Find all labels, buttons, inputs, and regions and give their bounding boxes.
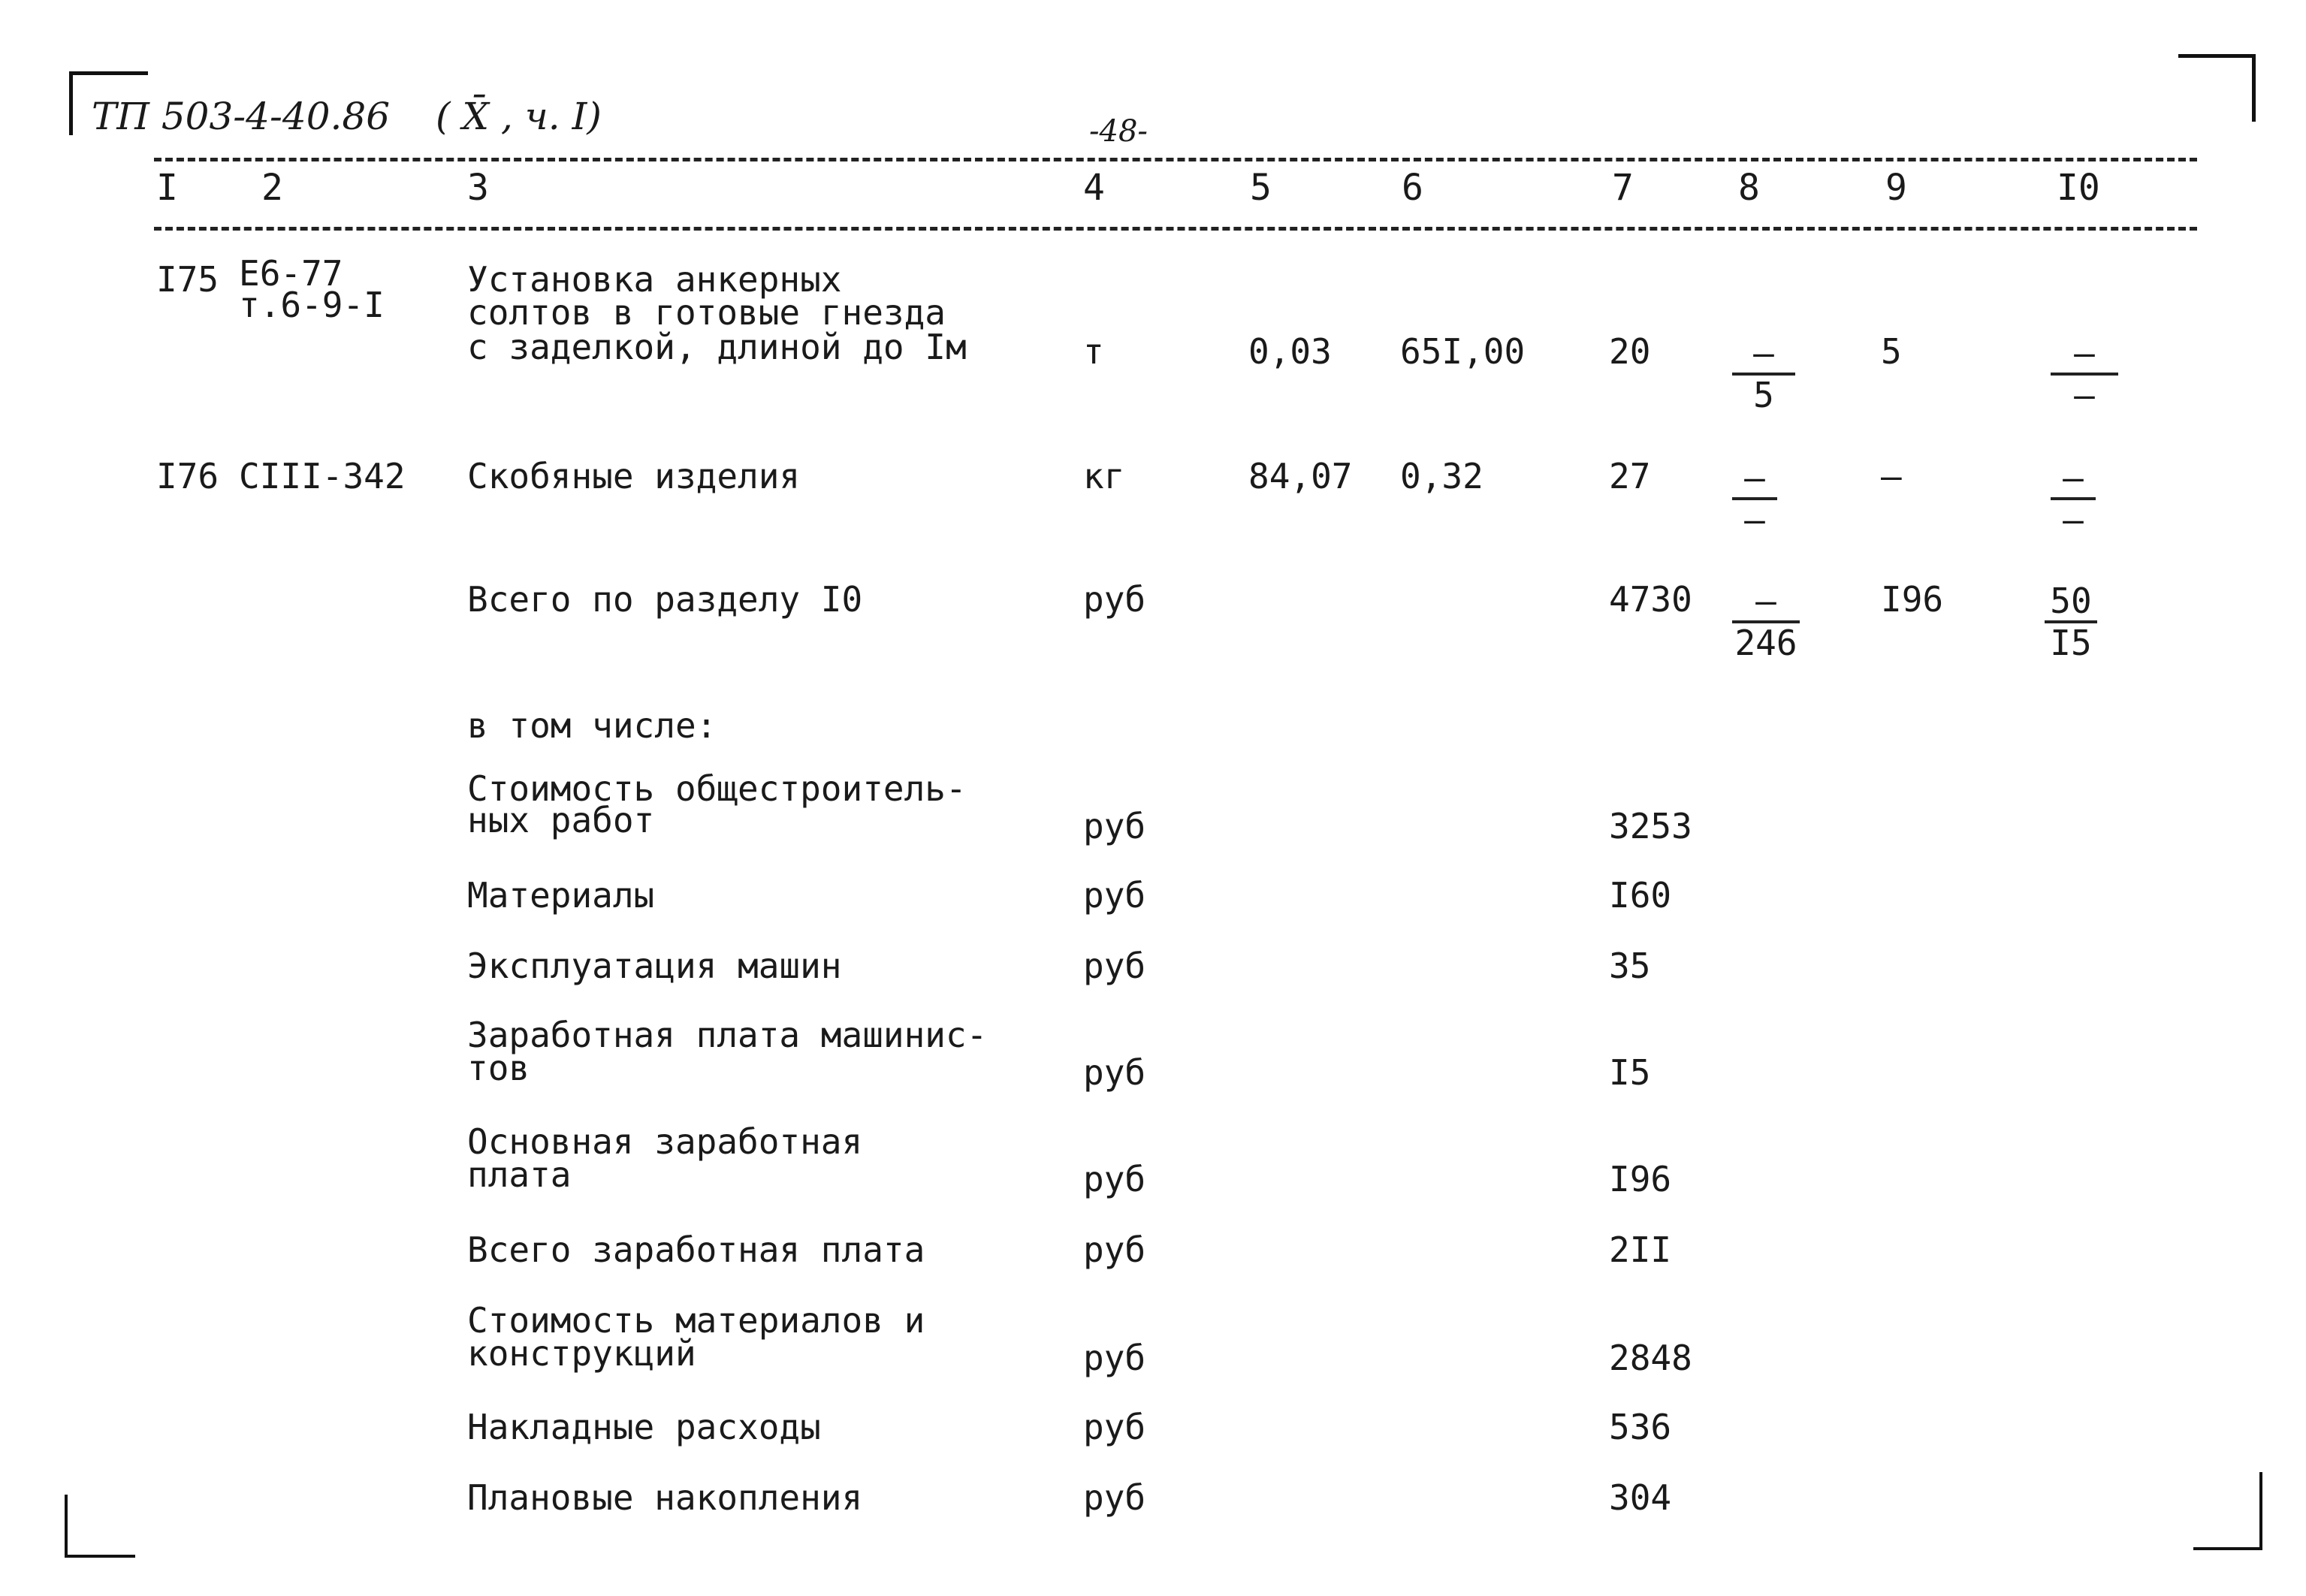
breakdown-total: 536 <box>1609 1407 1672 1447</box>
column-8-fraction <box>1732 581 1800 663</box>
breakdown-total: 304 <box>1609 1477 1672 1518</box>
breakdown-unit: руб <box>1083 1229 1146 1270</box>
frame-corner-bottom-left <box>65 1495 135 1558</box>
frame-corner-top-right <box>2178 54 2256 122</box>
fraction-bottom: I5 <box>2050 623 2092 663</box>
column-9-value: I96 <box>1881 579 1944 620</box>
work-description: Скобяные изделия <box>467 456 801 496</box>
fraction-top: – <box>1732 584 1800 623</box>
fraction-top: – <box>2051 336 2118 376</box>
row-number: I75 <box>156 259 219 300</box>
column-10-fraction <box>2045 581 2097 663</box>
breakdown-description: плата <box>467 1154 572 1195</box>
breakdown-unit: руб <box>1083 875 1146 916</box>
breakdown-description: Плановые накопления <box>467 1477 863 1518</box>
breakdown-total: 3253 <box>1609 806 1692 846</box>
quantity: 84,07 <box>1248 456 1353 496</box>
column-8-fraction <box>1732 457 1777 540</box>
fraction-top: – <box>2051 461 2096 500</box>
breakdown-description: Всего заработная плата <box>467 1229 925 1270</box>
fraction-bottom: – <box>1744 499 1765 540</box>
quantity: 0,03 <box>1248 331 1332 372</box>
breakdown-unit: руб <box>1083 806 1146 846</box>
column-9-value: 5 <box>1881 331 1902 372</box>
fraction-bottom: – <box>2063 499 2084 540</box>
norm-code: СIII-342 <box>239 456 406 496</box>
breakdown-unit: руб <box>1083 946 1146 986</box>
column-header-3: 3 <box>467 167 489 209</box>
column-header-10: I0 <box>2057 167 2100 209</box>
breakdown-total: 2848 <box>1609 1338 1692 1378</box>
breakdown-unit: руб <box>1083 1477 1146 1518</box>
breakdown-total: I60 <box>1609 875 1672 916</box>
fraction-bottom: 246 <box>1734 623 1797 663</box>
unit: т <box>1083 331 1104 372</box>
total-cost: 27 <box>1609 456 1651 496</box>
column-header-9: 9 <box>1885 167 1907 209</box>
total-cost: 4730 <box>1609 579 1692 620</box>
breakdown-description: Стоимость материалов и <box>467 1300 925 1341</box>
unit-price: 0,32 <box>1400 456 1484 496</box>
document-code: ТП 503-4-40.86 <box>92 95 391 138</box>
breakdown-description: тов <box>467 1048 530 1088</box>
unit: руб <box>1083 579 1146 620</box>
column-header-7: 7 <box>1612 167 1634 209</box>
frame-corner-bottom-right <box>2193 1472 2262 1550</box>
work-description: Установка анкерных <box>467 259 842 300</box>
breakdown-total: I5 <box>1609 1052 1651 1093</box>
breakdown-total: 35 <box>1609 946 1651 986</box>
column-10-fraction <box>2051 457 2096 540</box>
fraction-bottom: – <box>2074 375 2095 415</box>
fraction-top: 50 <box>2045 584 2097 623</box>
fraction-top: – <box>1732 461 1777 500</box>
breakdown-unit: руб <box>1083 1338 1146 1378</box>
breakdown-description: Основная заработная <box>467 1121 863 1162</box>
breakdown-total: I96 <box>1609 1159 1672 1199</box>
column-9-value: – <box>1881 456 1902 496</box>
breakdown-description: Накладные расходы <box>467 1407 821 1447</box>
breakdown-unit: руб <box>1083 1407 1146 1447</box>
header-top-rule <box>154 158 2197 161</box>
breakdown-unit: руб <box>1083 1052 1146 1093</box>
breakdown-description: Стоимость общестроитель- <box>467 768 967 809</box>
column-8-fraction <box>1732 333 1795 415</box>
breakdown-description: Заработная плата машинис- <box>467 1015 988 1055</box>
unit: кг <box>1083 456 1125 496</box>
norm-code: т.6-9-I <box>239 285 385 325</box>
total-cost: 20 <box>1609 331 1651 372</box>
section-total-label: Всего по разделу I0 <box>467 579 863 620</box>
column-header-4: 4 <box>1083 167 1105 209</box>
column-header-5: 5 <box>1250 167 1272 209</box>
header-bottom-rule <box>154 227 2197 231</box>
unit-price: 65I,00 <box>1400 331 1526 372</box>
work-description: с заделкой, длиной до Iм <box>467 327 967 367</box>
column-header-6: 6 <box>1402 167 1423 209</box>
column-10-fraction <box>2051 333 2118 415</box>
page-number: -48- <box>1089 114 1148 149</box>
breakdown-unit: руб <box>1083 1159 1146 1199</box>
column-header-2: 2 <box>261 167 283 209</box>
breakdown-description: Материалы <box>467 875 655 916</box>
breakdown-description: Эксплуатация машин <box>467 946 842 986</box>
breakdown-total: 2II <box>1609 1229 1672 1270</box>
breakdown-description: ных работ <box>467 800 655 840</box>
row-number: I76 <box>156 456 219 496</box>
norm-code: Е6-77 <box>239 253 343 294</box>
fraction-bottom: 5 <box>1753 375 1774 415</box>
column-header-1: I <box>156 167 178 209</box>
breakdown-description: конструкций <box>467 1333 696 1374</box>
including-label: в том числе: <box>467 705 717 746</box>
fraction-top: – <box>1732 336 1795 376</box>
column-header-8: 8 <box>1738 167 1760 209</box>
work-description: солтов в готовые гнезда <box>467 292 946 333</box>
document-part: ( X̄ , ч. I) <box>436 95 602 138</box>
